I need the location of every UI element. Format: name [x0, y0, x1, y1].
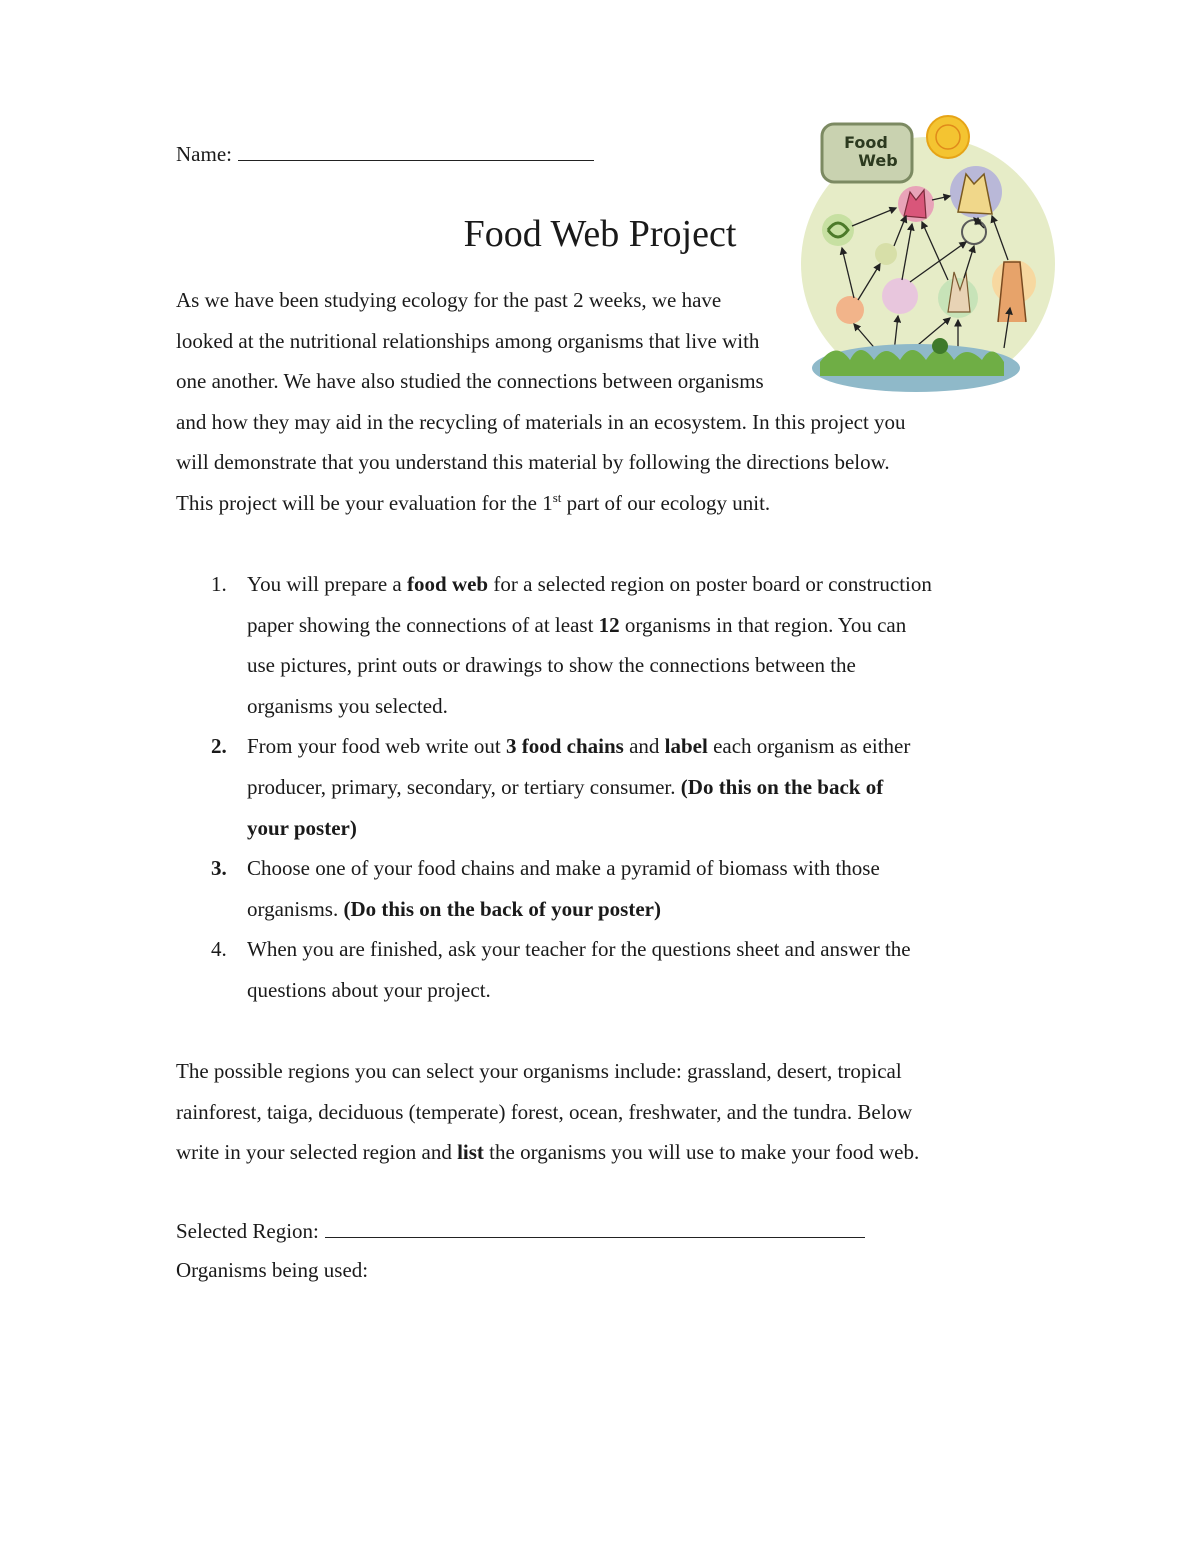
step-bold: 12 — [598, 612, 620, 637]
list-item — [176, 564, 1036, 726]
step-bold: your poster) — [247, 815, 357, 840]
frog-icon — [875, 243, 897, 265]
name-blank-line[interactable] — [238, 140, 594, 161]
step-bold: food web — [407, 572, 489, 596]
page-title: Food Web Project — [463, 213, 737, 255]
step-line: use pictures, print outs or drawings to show the connections between the — [247, 653, 856, 678]
step-line: questions about your project. — [247, 977, 491, 1002]
list-item — [176, 848, 1036, 929]
list-number: 2. — [211, 734, 227, 759]
step-line: organisms you selected. — [247, 693, 448, 718]
ordinal-suffix: st — [552, 489, 562, 505]
badge-text: Web — [858, 151, 898, 170]
step-text: paper showing the connections of at least — [247, 612, 599, 637]
name-field — [176, 140, 594, 167]
intro-line — [176, 483, 1026, 524]
badge-text: Food — [844, 133, 888, 152]
list-item — [176, 726, 1036, 848]
step-text: and — [623, 734, 665, 759]
step-bold: (Do this on the back of your poster) — [343, 896, 661, 921]
step-line — [247, 564, 1036, 605]
list-number: 1. — [211, 572, 227, 596]
intro-line: will demonstrate that you understand this material by following the directions below. — [176, 450, 890, 475]
intro-text: This project will be your evaluation for the 1 — [176, 490, 553, 515]
step-text: each organism as either — [707, 734, 911, 759]
step-line — [247, 726, 1036, 767]
mouse-icon — [962, 220, 986, 244]
intro-line: As we have been studying ecology for the past 2 weeks, we have — [176, 288, 722, 312]
step-bold: (Do this on the back of — [680, 774, 884, 799]
step-bold: label — [664, 734, 708, 759]
list-number: 3. — [211, 856, 227, 881]
selected-region-label: Selected Region: — [176, 1219, 319, 1243]
step-text: You will prepare a — [247, 572, 408, 596]
step-text: producer, primary, secondary, or tertiary consumer. — [247, 774, 681, 799]
regions-line: rainforest, taiga, deciduous (temperate) forest, ocean, freshwater, and the tundra. Below — [176, 1099, 913, 1124]
plant-icon — [932, 338, 948, 354]
step-line — [247, 605, 1036, 646]
food-web-illustration — [798, 112, 1060, 404]
intro-line: looked at the nutritional relationships among organisms that live with — [176, 328, 760, 353]
regions-paragraph — [176, 1051, 1036, 1173]
step-text: organisms in that region. You can — [619, 612, 907, 637]
directions-list — [176, 564, 1036, 1011]
name-label: Name: — [176, 142, 232, 166]
organisms-label: Organisms being used: — [176, 1258, 369, 1282]
list-item — [176, 929, 1036, 1010]
regions-text: write in your selected region and — [176, 1140, 458, 1165]
step-text: for a selected region on poster board or construction — [488, 572, 932, 596]
step-text: From your food web write out — [247, 734, 506, 759]
step-line — [247, 808, 1036, 849]
step-line: Choose one of your food chains and make a pyramid of biomass with those — [247, 856, 880, 881]
intro-line: and how they may aid in the recycling of materials in an ecosystem. In this project you — [176, 409, 906, 434]
step-line — [247, 889, 1036, 930]
step-text: organisms. — [247, 896, 344, 921]
regions-line: The possible regions you can select your organisms include: grassland, desert, tropical — [176, 1059, 902, 1083]
regions-bold: list — [457, 1140, 484, 1165]
organisms-field — [176, 1258, 368, 1283]
selected-region-field — [176, 1217, 865, 1244]
step-line — [247, 767, 1036, 808]
insect-icon — [836, 296, 864, 324]
selected-region-blank-line[interactable] — [325, 1217, 865, 1238]
regions-text: the organisms you will use to make your food web. — [483, 1140, 920, 1165]
step-line: When you are finished, ask your teacher for the questions sheet and answer the — [247, 937, 911, 962]
list-number: 4. — [211, 937, 227, 962]
intro-text: part of our ecology unit. — [561, 490, 771, 515]
sun-icon — [927, 116, 969, 158]
regions-line — [176, 1132, 1036, 1173]
bird-icon — [882, 278, 918, 314]
intro-line: one another. We have also studied the connections between organisms — [176, 369, 764, 394]
step-bold: 3 food chains — [505, 734, 624, 759]
